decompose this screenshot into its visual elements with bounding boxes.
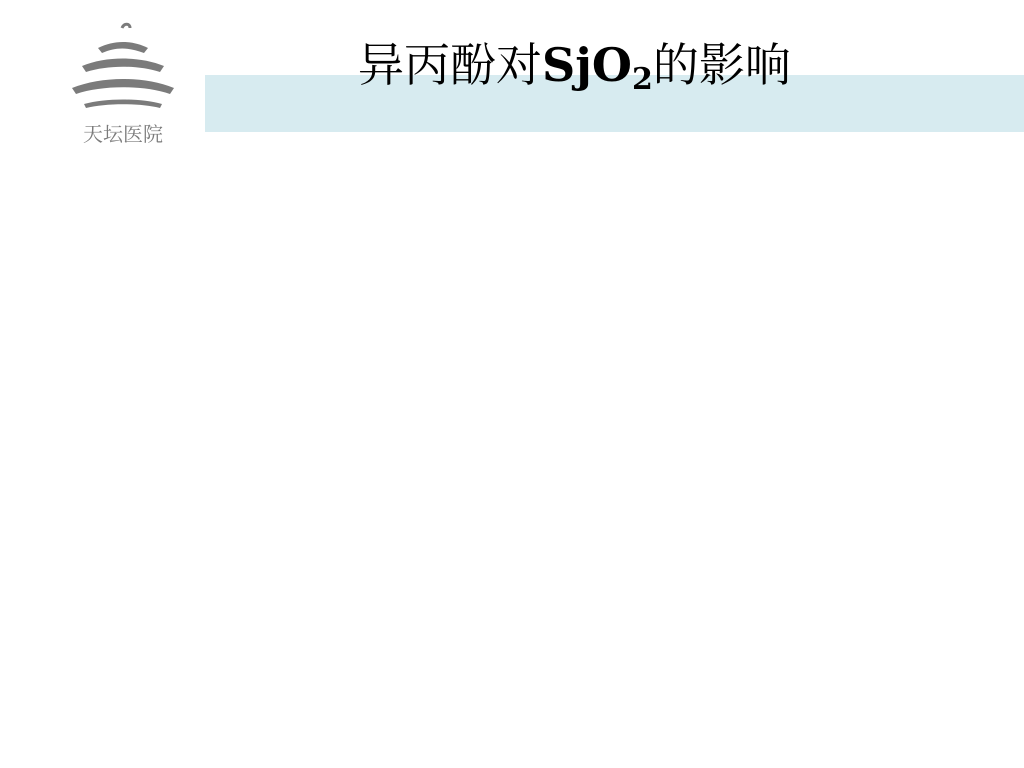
slide-title bbox=[358, 30, 791, 100]
temple-logo-icon bbox=[64, 20, 182, 120]
title-suffix: 的影响 bbox=[652, 38, 791, 92]
logo-text: 天坛医院 bbox=[83, 122, 163, 146]
title-chem: SjO bbox=[542, 38, 632, 92]
hospital-logo bbox=[58, 20, 188, 150]
title-chem-subscript: 2 bbox=[631, 62, 653, 97]
title-prefix: 异丙酚对 bbox=[358, 38, 542, 92]
